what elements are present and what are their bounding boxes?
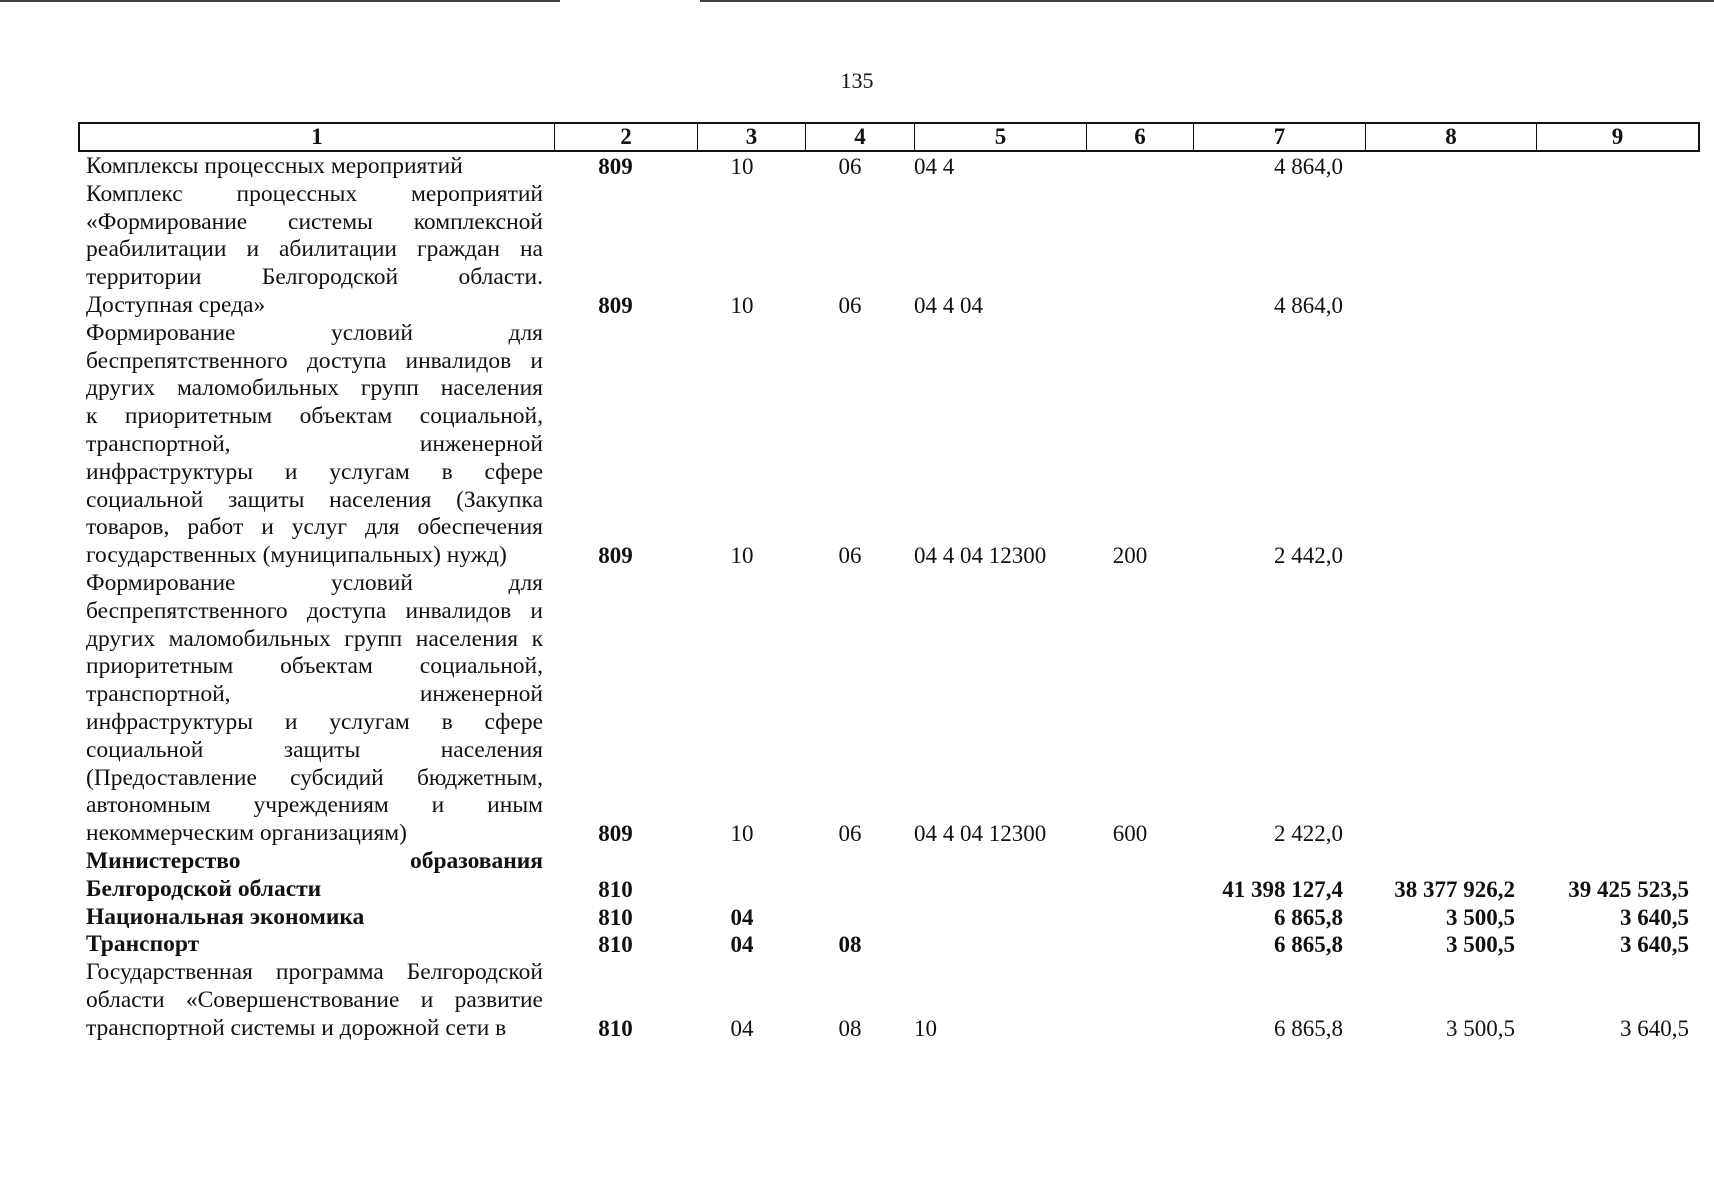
cell-c3: 04 [730,904,754,930]
cell-c2: 809 [598,154,633,179]
cell-c7: 2 422,0 [1274,821,1343,847]
description-line: Формирование условий для [86,569,543,596]
cell-c5: 04 4 04 12300 [914,543,1047,569]
cell-c5: 04 4 04 [914,292,983,318]
description-line: некоммерческим организациям) [86,820,407,847]
cell-c7: 6 865,8 [1274,904,1343,930]
description-line: Комплекс процессных мероприятий [86,180,543,207]
cell-c4: 06 [838,543,862,569]
cell-c9: 3 640,5 [1620,932,1689,958]
cell-c4: 06 [838,292,862,318]
row-description [78,181,543,320]
cell-c8: 3 500,5 [1446,904,1515,930]
cell-c8 [1355,153,1527,181]
page-number: 135 [840,68,874,93]
cell-c9: 3 640,5 [1620,1015,1689,1041]
description-line: Комплексы процессных мероприятий [86,153,463,179]
table-row [78,320,1700,570]
description-line: приоритетным объектам социальной, [86,653,543,680]
cell-c3: 10 [730,154,754,179]
row-description [78,848,543,904]
cell-c8 [1355,292,1527,320]
table-row [78,959,1700,1042]
cell-c6: 200 [1112,543,1148,569]
cell-c4: 08 [838,932,862,958]
description-line: (Предоставление субсидий бюджетным, [86,764,543,791]
cell-c5 [904,931,1077,959]
scan-top-edge-left [0,0,560,2]
table-row [78,848,1700,904]
cell-c8: 3 500,5 [1446,1015,1515,1041]
cell-c2: 810 [598,1015,633,1041]
cell-c3: 10 [730,292,754,318]
row-description [78,153,543,181]
cell-c7: 6 865,8 [1274,1015,1343,1041]
column-header-6: 6 [1087,124,1194,150]
cell-c6 [1077,292,1183,320]
cell-c9 [1527,153,1697,181]
cell-c3: 10 [730,821,754,847]
cell-c8: 3 500,5 [1446,932,1515,958]
cell-c2: 809 [598,821,633,847]
row-description [78,931,543,959]
row-description [78,904,543,932]
cell-c5 [904,904,1077,932]
description-line: Национальная экономика [86,903,365,930]
cell-c5: 04 4 [914,154,955,179]
cell-c2: 810 [598,932,633,958]
table-row [78,153,1700,181]
cell-c2: 810 [598,876,633,902]
cell-c6 [1077,876,1183,904]
cell-c2: 809 [598,292,633,318]
row-description [78,570,543,848]
cell-c8 [1355,542,1527,570]
description-line: реабилитации и абилитации граждан на [86,236,543,263]
column-header-2: 2 [555,124,698,150]
cell-c6 [1077,153,1183,181]
description-line: Министерство образования [86,847,543,874]
cell-c4: 06 [838,821,862,847]
description-line: других маломобильных групп населения [86,375,543,402]
description-line: Транспорт [86,931,200,958]
cell-c4 [796,904,904,932]
table-row [78,570,1700,848]
description-line: социальной защиты населения [86,736,543,763]
cell-c4: 08 [838,1015,862,1041]
column-header-5: 5 [915,124,1087,150]
cell-c9: 39 425 523,5 [1568,876,1689,902]
column-header-9: 9 [1611,124,1624,149]
cell-c5 [904,876,1077,904]
column-header-4: 4 [806,124,915,150]
row-description [78,320,543,570]
description-line: инфраструктуры и услугам в сфере [86,708,543,735]
cell-c2: 810 [598,904,633,930]
cell-c7: 2 442,0 [1274,543,1343,569]
cell-c2: 809 [598,543,633,569]
cell-c3: 10 [730,543,754,569]
description-line: Белгородской области [86,875,322,902]
description-line: автономным учреждениям и иным [86,792,543,819]
cell-c3 [688,876,796,904]
description-line: Доступная среда» [86,291,266,318]
cell-c7: 6 865,8 [1274,932,1343,958]
scan-top-edge-right [700,0,1714,2]
description-line: к приоритетным объектам социальной, [86,403,543,430]
cell-c6 [1077,904,1183,932]
cell-c9 [1527,820,1697,848]
cell-c4 [796,876,904,904]
column-header-7: 7 [1194,124,1366,150]
description-line: социальной защиты населения (Закупка [86,486,543,513]
row-description [78,959,543,1042]
cell-c7: 41 398 127,4 [1222,876,1343,902]
description-line: транспортной, инженерной [86,681,543,708]
cell-c9: 3 640,5 [1620,904,1689,930]
cell-c6 [1077,1015,1183,1043]
description-line: Формирование условий для [86,319,543,346]
table-row [78,904,1700,932]
description-line: беспрепятственного доступа инвалидов и [86,597,543,624]
cell-c6: 600 [1112,821,1148,847]
description-line: территории Белгородской области. [86,264,543,291]
cell-c3: 04 [730,1015,754,1041]
column-header-1: 1 [80,124,555,150]
description-line: транспортной, инженерной [86,430,543,457]
column-header-8: 8 [1366,124,1537,150]
cell-c9 [1527,292,1697,320]
table-row [78,931,1700,959]
cell-c3: 04 [730,932,754,958]
cell-c7: 4 864,0 [1274,292,1343,318]
cell-c6 [1077,931,1183,959]
description-line: области «Совершенствование и развитие [86,986,543,1013]
table-row [78,181,1700,320]
cell-c5: 10 [914,1015,937,1041]
description-line: государственных (муниципальных) нужд) [86,542,507,569]
column-header-3: 3 [698,124,806,150]
description-line: Государственная программа Белгородской [86,959,543,986]
cell-c7: 4 864,0 [1274,154,1343,179]
table-header [78,122,1700,152]
description-line: беспрепятственного доступа инвалидов и [86,347,543,374]
cell-c8 [1355,820,1527,848]
cell-c8: 38 377 926,2 [1394,876,1515,902]
table-body [78,153,1700,1043]
description-line: «Формирование системы комплексной [86,208,543,235]
description-line: инфраструктуры и услугам в сфере [86,458,543,485]
description-line: других маломобильных групп населения к [86,625,543,652]
description-line: транспортной системы и дорожной сети в [86,1014,507,1041]
cell-c9 [1527,542,1697,570]
cell-c4: 06 [838,154,862,179]
cell-c5: 04 4 04 12300 [914,821,1047,847]
description-line: товаров, работ и услуг для обеспечения [86,514,543,541]
